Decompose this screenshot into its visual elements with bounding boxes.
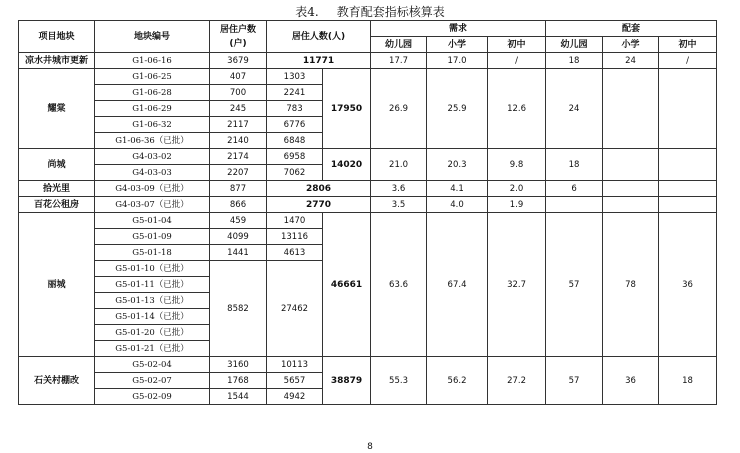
plot-code: G5-01-21（已批）: [95, 341, 210, 357]
plot-code: G5-01-10（已批）: [95, 261, 210, 277]
demand-kindergarten: 26.9: [371, 69, 427, 149]
header-households: [210, 21, 267, 53]
demand-primary: 20.3: [427, 149, 488, 181]
demand-junior: 32.7: [488, 213, 546, 357]
plot-code: G1-06-32: [95, 117, 210, 133]
supply-junior: [659, 149, 717, 181]
plot-code: G4-03-09（已批）: [95, 181, 210, 197]
table-caption: [0, 3, 740, 20]
household-count: 245: [210, 101, 267, 117]
demand-junior: /: [488, 53, 546, 69]
supply-kindergarten: 18: [546, 53, 603, 69]
plot-code: G5-01-14（已批）: [95, 309, 210, 325]
population-count: 10113: [267, 357, 323, 373]
population-count: 6776: [267, 117, 323, 133]
population-count: 7062: [267, 165, 323, 181]
supply-kindergarten: 18: [546, 149, 603, 181]
table-number: 表4.: [295, 5, 319, 19]
demand-kindergarten: 21.0: [371, 149, 427, 181]
supply-primary: 24: [603, 53, 659, 69]
household-count: 877: [210, 181, 267, 197]
population-count: 5657: [267, 373, 323, 389]
plot-code: G1-06-28: [95, 85, 210, 101]
header-supply-primary: 小学: [603, 37, 659, 53]
demand-primary: 4.0: [427, 197, 488, 213]
header-supply-junior: 初中: [659, 37, 717, 53]
supply-primary: 36: [603, 357, 659, 405]
header-supply: 配套: [546, 21, 717, 37]
plot-code: G1-06-36（已批）: [95, 133, 210, 149]
project-name: 耀棠: [19, 69, 95, 149]
header-demand-kindergarten: 幼儿园: [371, 37, 427, 53]
plot-code: G5-02-07: [95, 373, 210, 389]
plot-code: G1-06-25: [95, 69, 210, 85]
population-count: 4613: [267, 245, 323, 261]
demand-primary: 4.1: [427, 181, 488, 197]
supply-primary: 78: [603, 213, 659, 357]
household-count: 2207: [210, 165, 267, 181]
population-total: 17950: [323, 69, 371, 149]
household-count: 459: [210, 213, 267, 229]
supply-junior: [659, 197, 717, 213]
project-name: 丽城: [19, 213, 95, 357]
household-count: 8582: [210, 261, 267, 357]
demand-kindergarten: 55.3: [371, 357, 427, 405]
project-name: 凉水井城市更新: [19, 53, 95, 69]
household-count: 407: [210, 69, 267, 85]
household-count: 3160: [210, 357, 267, 373]
plot-code: G5-02-04: [95, 357, 210, 373]
demand-primary: 17.0: [427, 53, 488, 69]
supply-primary: [603, 181, 659, 197]
plot-code: G5-01-20（已批）: [95, 325, 210, 341]
supply-junior: [659, 181, 717, 197]
plot-code: G4-03-03: [95, 165, 210, 181]
household-count: 1544: [210, 389, 267, 405]
household-count: 1768: [210, 373, 267, 389]
household-count: 866: [210, 197, 267, 213]
demand-junior: 12.6: [488, 69, 546, 149]
table-row: [19, 53, 717, 69]
population-count: 6848: [267, 133, 323, 149]
demand-kindergarten: 63.6: [371, 213, 427, 357]
household-count: 1441: [210, 245, 267, 261]
household-count: 700: [210, 85, 267, 101]
supply-kindergarten: 57: [546, 213, 603, 357]
population-count: 2241: [267, 85, 323, 101]
demand-kindergarten: 3.6: [371, 181, 427, 197]
table-row: [19, 149, 717, 165]
household-count: 2174: [210, 149, 267, 165]
header-households-label: 居住户数: [219, 24, 256, 35]
population-count: 6958: [267, 149, 323, 165]
education-indicator-table: [18, 20, 717, 405]
supply-junior: [659, 69, 717, 149]
demand-primary: 67.4: [427, 213, 488, 357]
project-name: 石关村棚改: [19, 357, 95, 405]
supply-junior: 36: [659, 213, 717, 357]
population-total: 38879: [323, 357, 371, 405]
demand-junior: 27.2: [488, 357, 546, 405]
population-count: 1470: [267, 213, 323, 229]
demand-primary: 25.9: [427, 69, 488, 149]
demand-kindergarten: 3.5: [371, 197, 427, 213]
header-demand-primary: 小学: [427, 37, 488, 53]
plot-code: G5-02-09: [95, 389, 210, 405]
plot-code: G5-01-18: [95, 245, 210, 261]
plot-code: G4-03-02: [95, 149, 210, 165]
header-demand: 需求: [371, 21, 546, 37]
demand-junior: 1.9: [488, 197, 546, 213]
supply-primary: [603, 197, 659, 213]
population-count: 13116: [267, 229, 323, 245]
project-name: 百花公租房: [19, 197, 95, 213]
population-total: 2770: [267, 197, 371, 213]
population-total: 46661: [323, 213, 371, 357]
population-count: 4942: [267, 389, 323, 405]
plot-code: G4-03-07（已批）: [95, 197, 210, 213]
demand-junior: 9.8: [488, 149, 546, 181]
supply-kindergarten: 6: [546, 181, 603, 197]
population-total: 11771: [267, 53, 371, 69]
population-count: 27462: [267, 261, 323, 357]
header-project: 项目地块: [19, 21, 95, 53]
plot-code: G5-01-04: [95, 213, 210, 229]
household-count: 2117: [210, 117, 267, 133]
demand-kindergarten: 17.7: [371, 53, 427, 69]
header-demand-junior: 初中: [488, 37, 546, 53]
project-name: 拾光里: [19, 181, 95, 197]
page-number: 8: [367, 442, 373, 452]
population-total: 2806: [267, 181, 371, 197]
table-row: [19, 69, 717, 85]
population-total: 14020: [323, 149, 371, 181]
header-households-unit: (户): [229, 38, 247, 49]
header-row-1: [19, 21, 717, 37]
project-name: 尚城: [19, 149, 95, 181]
supply-primary: [603, 149, 659, 181]
plot-code: G5-01-13（已批）: [95, 293, 210, 309]
header-plot: 地块编号: [95, 21, 210, 53]
supply-kindergarten: 24: [546, 69, 603, 149]
table-title: 教育配套指标核算表: [336, 5, 445, 19]
plot-code: G5-01-09: [95, 229, 210, 245]
population-count: 1303: [267, 69, 323, 85]
plot-code: G1-06-16: [95, 53, 210, 69]
population-count: 783: [267, 101, 323, 117]
household-count: 2140: [210, 133, 267, 149]
supply-junior: 18: [659, 357, 717, 405]
supply-kindergarten: 57: [546, 357, 603, 405]
household-count: 4099: [210, 229, 267, 245]
household-count: 3679: [210, 53, 267, 69]
supply-primary: [603, 69, 659, 149]
plot-code: G1-06-29: [95, 101, 210, 117]
table-row: [19, 197, 717, 213]
plot-code: G5-01-11（已批）: [95, 277, 210, 293]
demand-junior: 2.0: [488, 181, 546, 197]
header-supply-kindergarten: 幼儿园: [546, 37, 603, 53]
table-row: [19, 181, 717, 197]
table-row: [19, 213, 717, 229]
table-body: [19, 21, 717, 405]
table-row: [19, 357, 717, 373]
supply-kindergarten: [546, 197, 603, 213]
header-population: 居住人数(人): [267, 21, 371, 53]
demand-primary: 56.2: [427, 357, 488, 405]
supply-junior: /: [659, 53, 717, 69]
